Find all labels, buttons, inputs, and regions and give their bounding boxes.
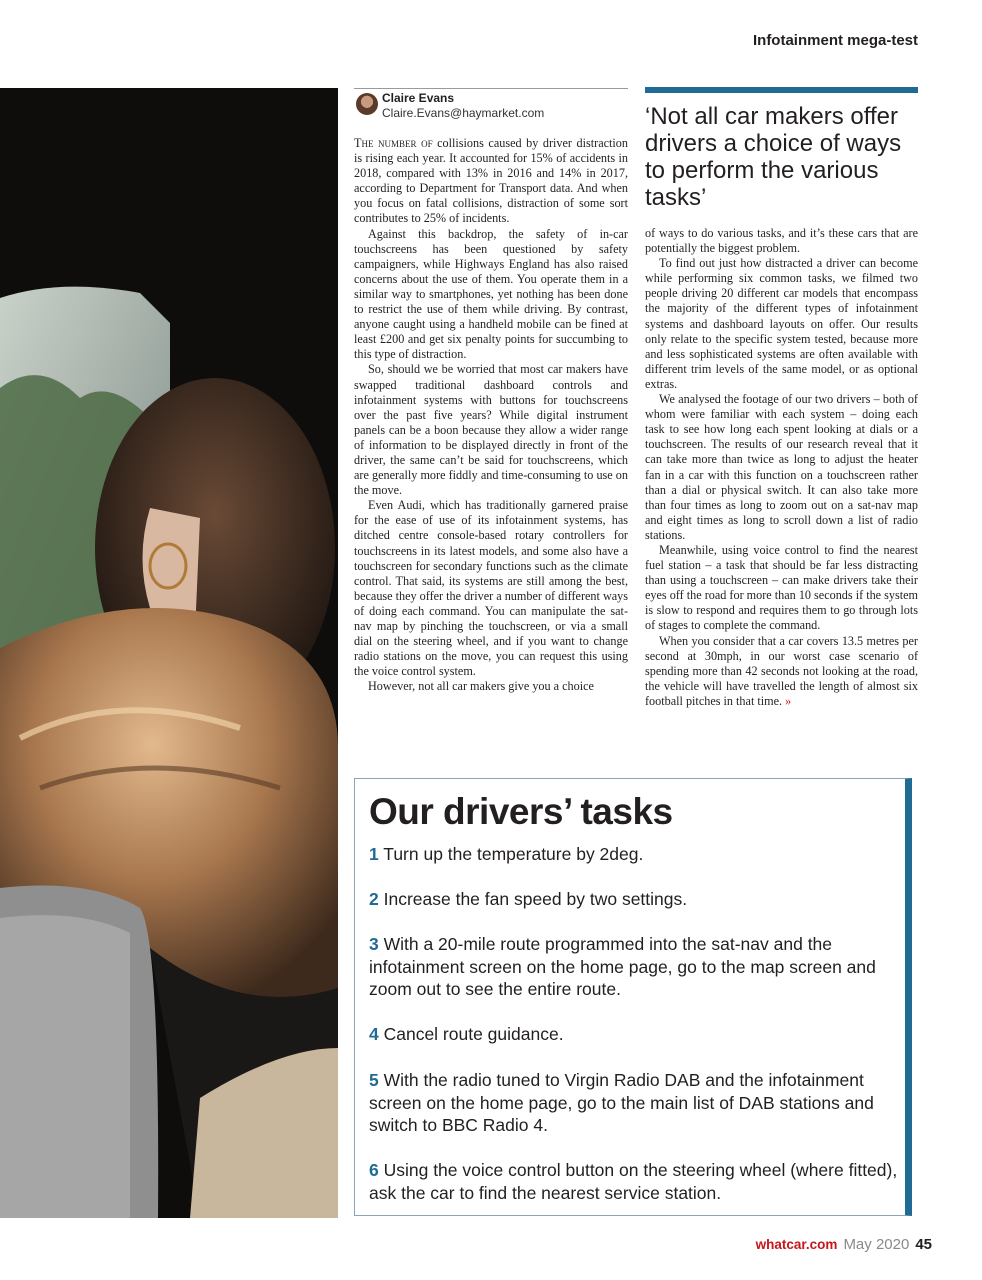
author-name: Claire Evans bbox=[382, 91, 455, 105]
tasks-box bbox=[354, 778, 912, 1216]
pull-quote: ‘Not all car makers offer drivers a choice of ways to perform the various tasks’ bbox=[645, 103, 902, 211]
article-column-right bbox=[645, 226, 918, 709]
page-number: 45 bbox=[915, 1236, 932, 1253]
task-number: 1 bbox=[369, 844, 379, 864]
task-number: 3 bbox=[369, 934, 379, 954]
paragraph-text: collisions caused by driver distraction is rising each year. It accounted for 15% of accidents in 2018, compared with 13% in 2016 and 14% in 2017, according to Department for Transport data. And when you focus on fatal collisions, distraction of some sort contributes to 25% of incidents. bbox=[354, 136, 628, 226]
article-paragraph: of ways to do various tasks, and it’s these cars that are potentially the biggest problem. bbox=[645, 226, 918, 256]
task-text: With the radio tuned to Virgin Radio DAB and the infotainment screen on the home page, go to the main list of DAB stations and switch to BBC Radio 4. bbox=[369, 1070, 874, 1135]
article-paragraph: However, not all car makers give you a choice bbox=[368, 679, 594, 694]
task-number: 6 bbox=[369, 1160, 379, 1180]
task-number: 4 bbox=[369, 1024, 379, 1044]
continue-chevron-icon: » bbox=[785, 693, 792, 708]
article-paragraph bbox=[354, 136, 628, 227]
task-item bbox=[369, 933, 899, 1001]
page-footer bbox=[756, 1236, 932, 1253]
task-text: Using the voice control button on the steering wheel (where fitted), ask the car to find the nearest service station. bbox=[369, 1160, 898, 1203]
article-paragraph: We analysed the footage of our two drivers – both of whom were familiar with each system – doing each task to see how long each spent looking at dials or a touchscreen. The results of our research reveal that it can take more than twice as long to adjust the heater fan in a car with this function on a touchscreen rather than a dial or physical switch. It can also take more than four times as long to zoom out on a sat-nav map and eight times as long to scroll down a list of radio stations. bbox=[645, 392, 918, 542]
article-paragraph: So, should we be worried that most car makers have swapped traditional dashboard controls and infotainment systems with buttons for touchscreens over the past five years? While digital instrument panels can be a boon because they allow a wider range of information to be displayed directly in front of the driver, the same can’t be said for touchscreens, which are generally more fiddly and time-consuming to use on the move. bbox=[354, 362, 628, 498]
article-paragraph: Against this backdrop, the safety of in-car touchscreens has been questioned by safety campaigners, while Highways England has also raised concerns about the use of them. You operate them in a similar way to smartphones, yet nothing has been done to restrict the use of them while driving. By contrast, anyone caught using a handheld mobile can be fined at least £200 and get six penalty points for succumbing to this type of distraction. bbox=[354, 226, 628, 362]
task-text: Turn up the temperature by 2deg. bbox=[378, 844, 644, 864]
article-column-left bbox=[354, 136, 628, 694]
task-item bbox=[369, 888, 899, 911]
driver-photo bbox=[0, 88, 338, 1218]
paragraph-text: When you consider that a car covers 13.5 metres per second at 30mph, in our worst case scenario of spending more than 42 seconds not looking at the road, the vehicle will have travelled the length of almost six football pitches in that time. bbox=[645, 633, 918, 708]
task-text: Cancel route guidance. bbox=[378, 1024, 564, 1044]
author-email: Claire.Evans@haymarket.com bbox=[382, 106, 545, 120]
drop-lead-in: The number of bbox=[354, 136, 433, 150]
tasks-box-title: Our drivers’ tasks bbox=[369, 791, 673, 832]
author-avatar bbox=[356, 93, 378, 115]
article-paragraph: Even Audi, which has traditionally garnered praise for the ease of use of its infotainment systems, has ditched centre console-based rotary controllers for touchscreens in its latest models, and some also have a touchscreen for secondary functions such as the climate control. That said, its systems are still among the best, because they offer the driver a number of different ways of doing each command. You can manipulate the sat-nav map by pinching the touchscreen, or via a small dial on the steering wheel, and if you want to change radio stations on the move, you can request this using the voice control system. bbox=[354, 498, 628, 679]
task-item bbox=[369, 1069, 899, 1137]
task-text: Increase the fan speed by two settings. bbox=[378, 889, 688, 909]
article-paragraph: Meanwhile, using voice control to find the nearest fuel station – a task that should be far less distracting than using a touchscreen – can make drivers take their eyes off the road for more than 10 seconds if the system is slow to respond and requires them to go through lots of stages to complete the command. bbox=[645, 542, 918, 633]
section-label: Infotainment mega-test bbox=[752, 32, 918, 49]
article-paragraph bbox=[645, 634, 918, 709]
driver-photo-illustration bbox=[0, 88, 338, 1218]
task-item bbox=[369, 1023, 899, 1046]
footer-date: May 2020 bbox=[843, 1236, 910, 1253]
pull-quote-bar bbox=[645, 87, 918, 93]
task-item bbox=[369, 1159, 899, 1204]
task-text: With a 20-mile route programmed into the sat-nav and the infotainment screen on the home page, go to the map screen and zoom out to see the entire route. bbox=[369, 934, 876, 999]
article-paragraph: To find out just how distracted a driver can become while performing six common tasks, we filmed two people driving 20 different car models that encompass the majority of the different types of infotainment systems and dashboard layouts on offer. Our results only relate to the specific system tested, because more and less sophisticated systems are often available with different trim levels of the same model, or as optional extras. bbox=[645, 256, 918, 391]
byline-divider bbox=[354, 88, 628, 89]
task-item bbox=[369, 843, 899, 866]
task-number: 5 bbox=[369, 1070, 379, 1090]
task-number: 2 bbox=[369, 889, 379, 909]
footer-site: whatcar.com bbox=[755, 1237, 838, 1252]
